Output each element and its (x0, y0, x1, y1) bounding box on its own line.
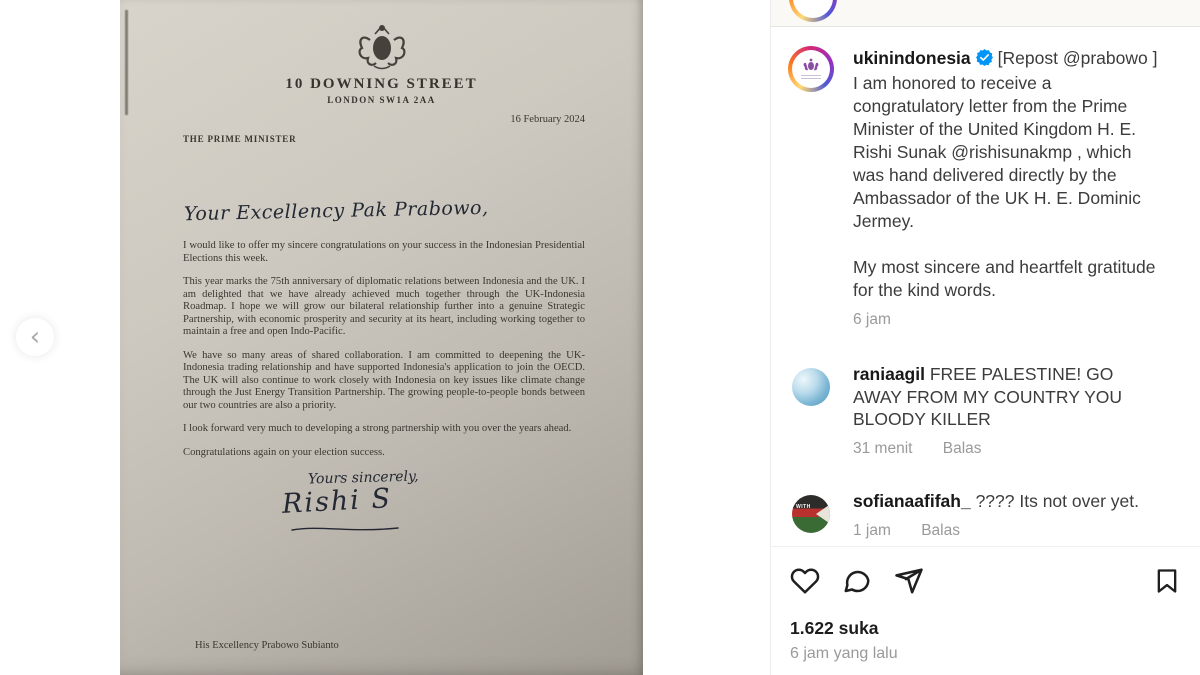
letter-paragraph: I would like to offer my sincere congratulations on your success in the Indonesian Presidential Elections this week. (183, 240, 585, 264)
bookmark-icon[interactable] (1153, 566, 1181, 601)
letter-body (183, 240, 585, 470)
comment-meta (853, 522, 1178, 540)
share-plane-icon[interactable] (894, 566, 924, 601)
letter-date: 16 February 2024 (510, 114, 585, 125)
actions-divider (771, 546, 1200, 547)
comment-item (788, 490, 1178, 540)
letter-salutation: Your Excellency Pak Prabowo, (183, 196, 489, 226)
action-bar (790, 566, 1190, 602)
verified-badge-icon (976, 49, 993, 72)
letter-recipient: His Excellency Prabowo Subianto (195, 640, 339, 651)
comment-body (853, 363, 1165, 431)
comment-username[interactable]: raniaagil (853, 364, 925, 384)
comment-item (788, 363, 1178, 458)
uk-crest-mini-icon (801, 58, 821, 80)
post-username[interactable]: ukinindonesia (853, 48, 971, 68)
comment-bubble-icon[interactable] (842, 566, 872, 601)
letter-paragraph: This year marks the 75th anniversary of diplomatic relations between Indonesia and the UK. I am delighted that we have already achieved much together through the UK-Indonesia Roadmap. I hope we will grow our bilateral relationship further into a genuine Strategic Partnership, with economic prosperity and security at its heart, including working together to maintain a free and open Indo-Pacific. (183, 276, 585, 337)
comment-body (853, 490, 1165, 513)
chevron-left-icon: ‹ (29, 322, 41, 352)
letter-sender-title: THE PRIME MINISTER (183, 134, 297, 144)
avatar-text: WITH (796, 504, 811, 510)
reply-button[interactable]: Balas (921, 521, 960, 539)
header-divider (771, 26, 1200, 27)
previous-post-strip (771, 0, 1200, 26)
comment-text: FREE PALESTINE! GO AWAY FROM MY COUNTRY YOU BLOODY KILLER (853, 364, 1123, 429)
comment-time: 31 menit (853, 439, 913, 457)
caption-timestamp: 6 jam (853, 311, 891, 328)
letterhead-postcode: LONDON SW1A 2AA (327, 95, 436, 105)
caption-text: [Repost @prabowo ] I am honored to receive a congratulatory letter from the Prime Minister of the United Kingdom H. E. Rishi Sunak @rishisunakmp , which was hand delivered directly by the Ambassador of the UK H. E. Dominic Jermey. (853, 48, 1158, 231)
letter-paragraph: We have so many areas of shared collaboration. I am committed to deepening the UK-Indonesia trading relationship and have supported Indonesia's application to join the OECD. The UK will also continue to work closely with Indonesia on key issues like climate change through the Just Energy Transition Partnership. The growing people-to-people bonds between our two countries are also a priority. (183, 349, 585, 411)
signature-handwriting: Rishi S (281, 483, 393, 520)
post-age: 6 jam yang lalu (790, 645, 898, 662)
like-heart-icon[interactable] (790, 566, 820, 601)
letter-closing: Yours sincerely, (307, 468, 419, 488)
palestine-flag-avatar (792, 495, 830, 533)
panel-divider (770, 0, 771, 675)
signature-flourish (290, 524, 400, 534)
post-image-letter[interactable] (120, 0, 643, 675)
royal-coat-of-arms-icon (120, 20, 643, 79)
letterhead (120, 76, 643, 105)
avatar-raniaagil[interactable] (792, 368, 830, 406)
comment-text: ???? Its not over yet. (975, 491, 1139, 511)
letter-paragraph: I look forward very much to developing a strong partnership with you over the years ahead. (183, 423, 572, 434)
letter-paragraph: Congratulations again on your election success. (183, 446, 385, 458)
comment-meta (853, 440, 1178, 458)
previous-avatar-partial[interactable] (789, 0, 837, 22)
comment-username[interactable]: sofianaafifah_ (853, 491, 971, 511)
avatar-sofianaafifah[interactable] (792, 495, 830, 533)
likes-count[interactable]: 1.622 suka (790, 618, 879, 638)
reply-button[interactable]: Balas (942, 439, 982, 457)
avatar-ukinindonesia[interactable] (788, 46, 834, 92)
comment-time: 1 jam (853, 521, 891, 539)
caption-spacer (853, 233, 1167, 256)
post-caption (853, 47, 1167, 331)
carousel-prev-button[interactable] (16, 318, 54, 356)
caption-text-2: My most sincere and heartfelt gratitude for the kind words. (853, 257, 1156, 300)
letterhead-address: 10 DOWNING STREET (285, 76, 478, 92)
